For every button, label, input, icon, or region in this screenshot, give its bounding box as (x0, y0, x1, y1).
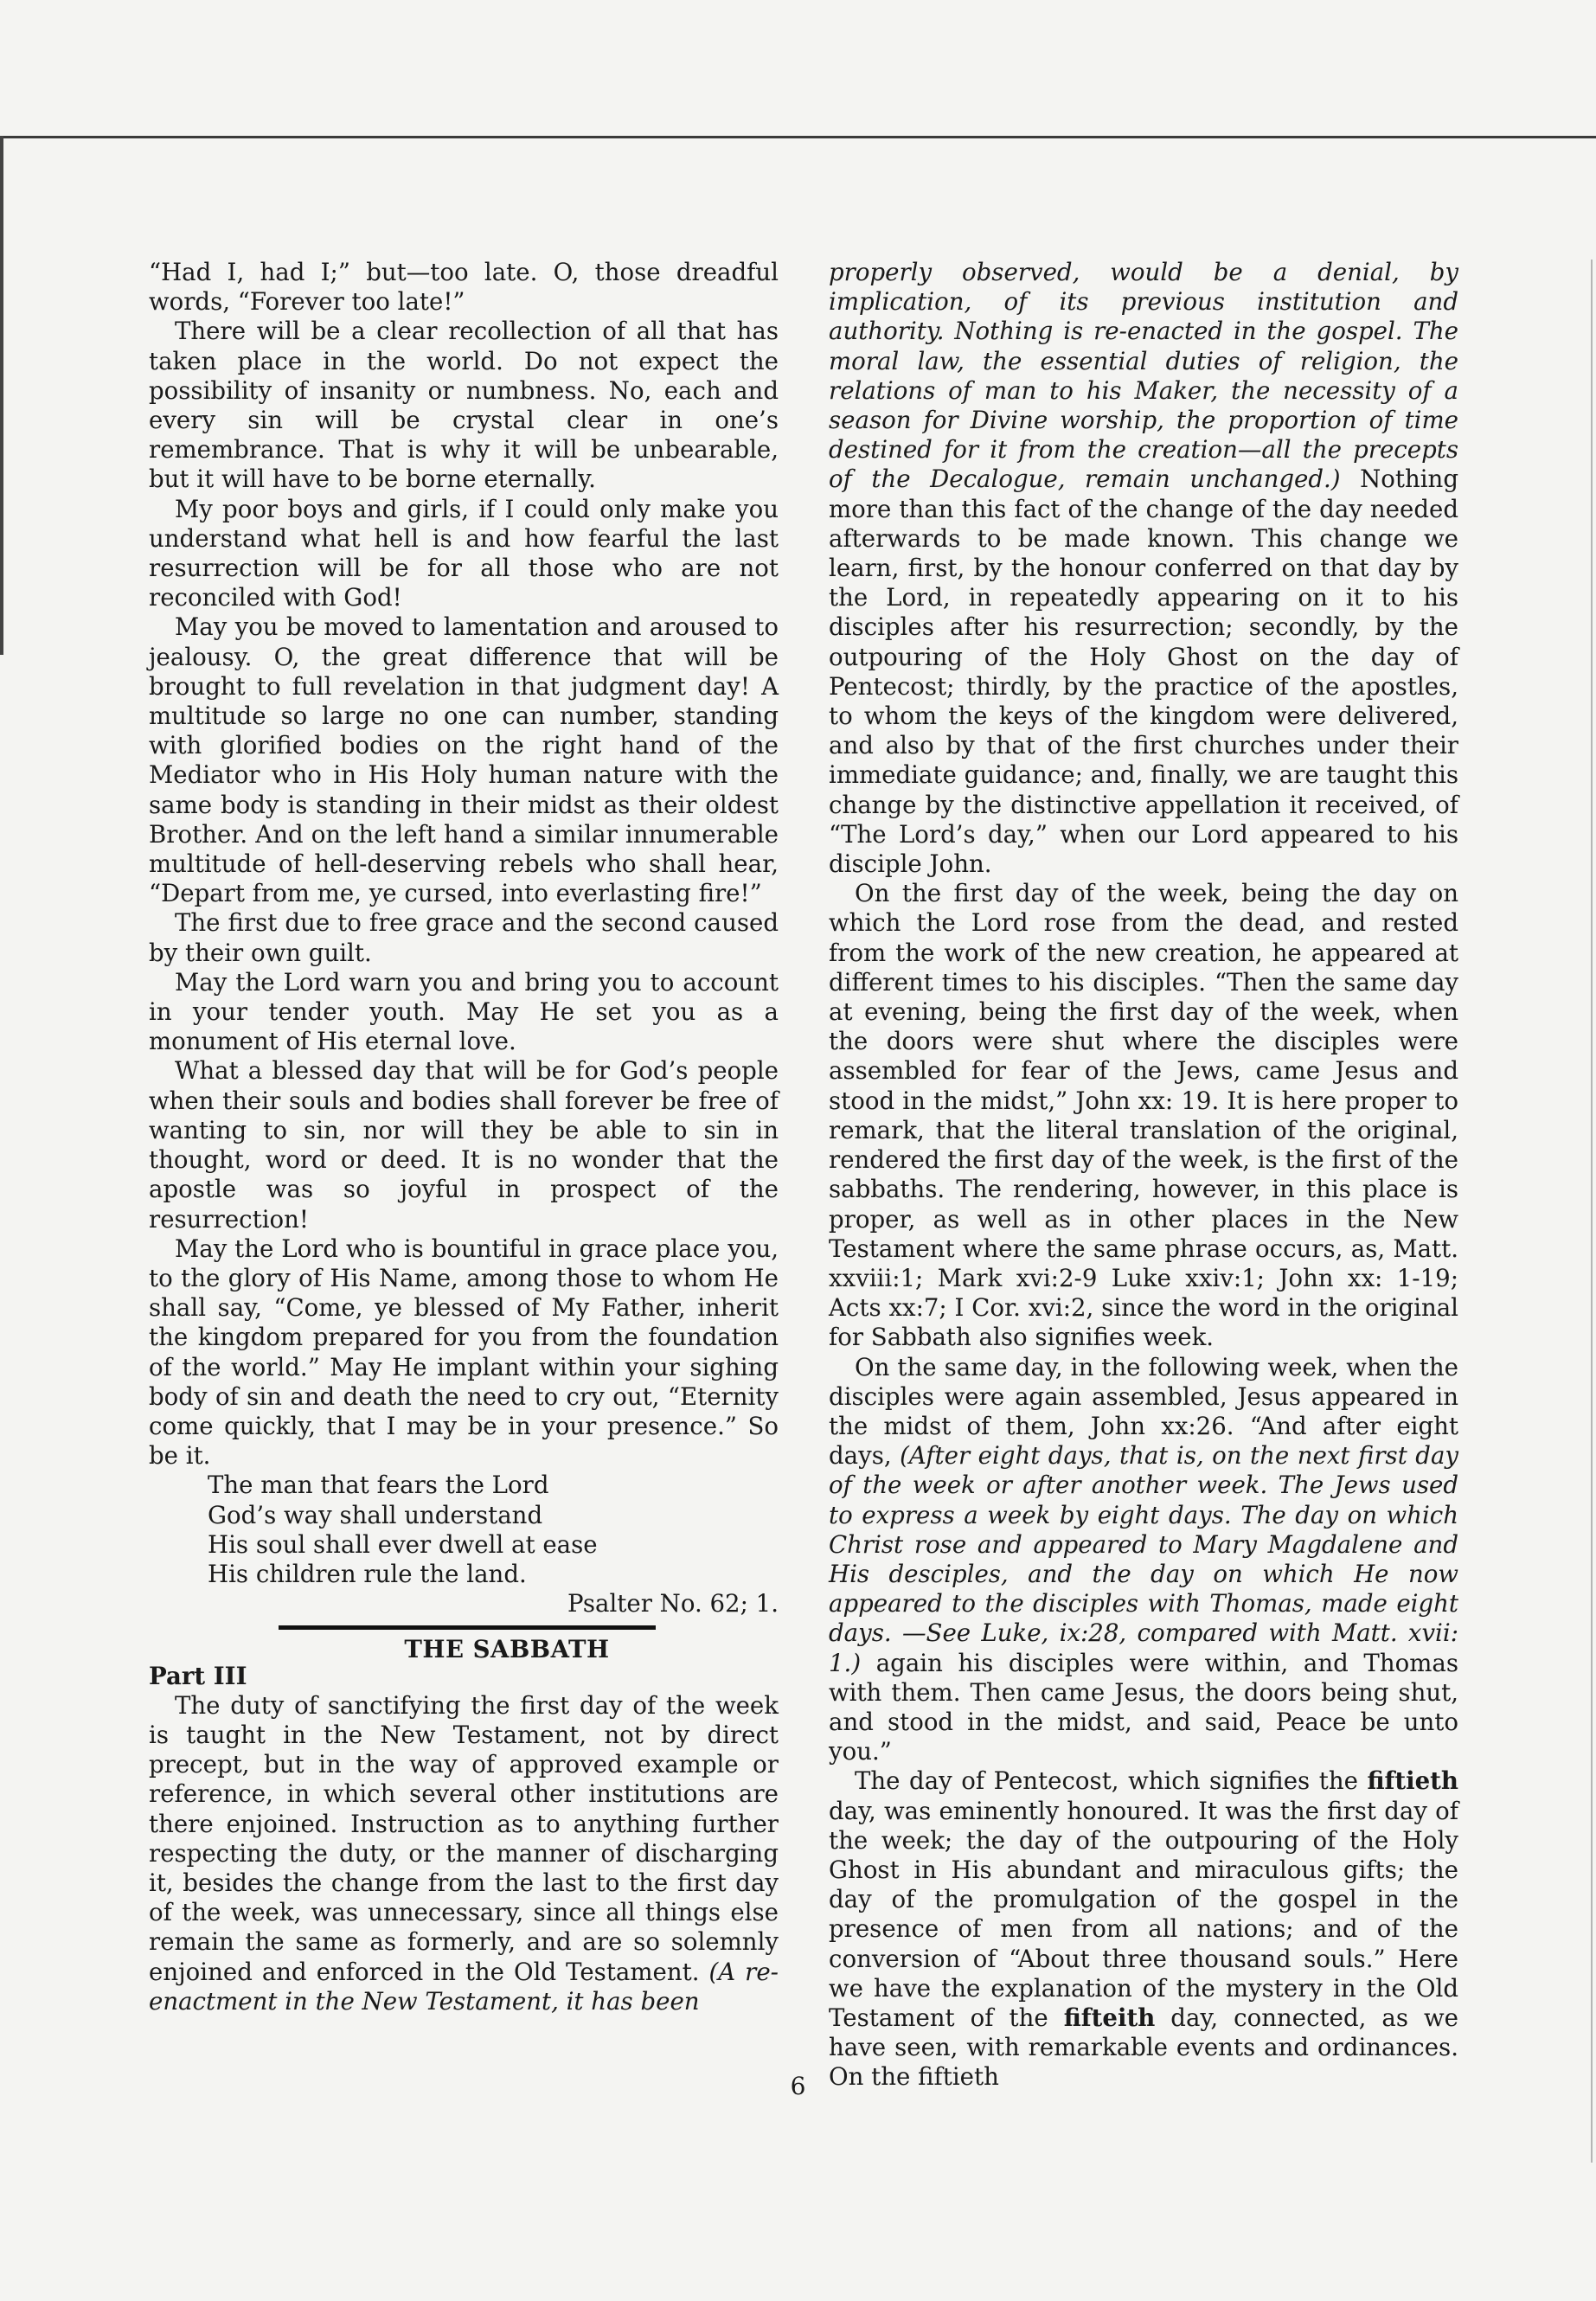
verse-line: God’s way shall understand (208, 1500, 543, 1529)
right-column (829, 258, 1458, 2093)
verse-citation: Psalter No. 62; 1. (567, 1589, 779, 1618)
paragraph-text: On the same day, in the following week, when the disciples were again assembled, Jesus appeared in the midst of them, John xx:26. “And after eight days, (829, 1352, 1458, 1471)
paragraph: The first due to free grace and the second caused by their own guilt. (149, 908, 779, 967)
paragraph-italic: properly observed, would be a denial, by implication, of its previous institution and authority. Nothing is re-enacted in the gospel. The moral law, the essential duties of religion, the relations of man to his Maker, the necessity of a season for Divine worship, the proportion of time destined for it from the creation—all the precepts of the Decalogue, remain unchanged.) (829, 258, 1458, 494)
verse-line: His children rule the land. (208, 1559, 527, 1588)
paragraph: On the first day of the week, being the day on which the Lord rose from the dead, and rested from the work of the new creation, he appeared at different times to his disciples. “Then the same day at evening, being the first day of the week, when the doors were shut where the disciples were assembled for fear of the Jews, came Jesus and stood in the midst,” John xx: 19. It is here proper to remark, that the literal translation of the original, rendered the first day of the week, is the first of the sabbaths. The rendering, however, in this place is proper, as well as in other places in the New Testament where the same phrase occurs, as, Matt. xxviii:1; Mark xvi:2-9 Luke xxiv:1; John xx: 1-19; Acts xx:7; I Cor. xvi:2, since the word in the original for Sabbath also signifies week. (829, 879, 1458, 1352)
paragraph-text: The day of Pentecost, which signifies the (855, 1766, 1368, 1796)
paragraph (829, 1353, 1458, 1767)
paragraph (149, 1691, 779, 2016)
right-scan-edge (1591, 260, 1593, 2163)
bold-word: fiftieth (1367, 1766, 1458, 1796)
section-divider (279, 1625, 656, 1630)
paragraph: May the Lord who is bountiful in grace place you, to the glory of His Name, among those to whom He shall say, “Come, ye blessed of My Father, inherit the kingdom prepared for you from the foundation of the world.” May He implant within your sighing body of sin and death the need to cry out, “Eternity come quickly, that I may be in your presence.” So be it. (149, 1234, 779, 1471)
paragraph (829, 1766, 1458, 2092)
section-title: THE SABBATH (404, 1635, 610, 1664)
psalter-verse (208, 1471, 779, 1589)
verse-line: The man that fears the Lord (208, 1471, 549, 1500)
bold-word: fifteith (1063, 2003, 1156, 2032)
top-scan-rule (0, 136, 1596, 138)
paragraph-text: The duty of sanctifying the first day of the week is taught in the New Testament, not by direct precept, but in the way of approved example or reference, in which several other institutions are there enjoined. Instruction as to anything further respecting the duty, or the manner of discharging it, besides the change from the last to the first day of the week, was unnecessary, since all things else remain the same as formerly, and are so solemnly enjoined and enforced in the Old Testament. (149, 1690, 779, 1986)
paragraph-text: day, was eminently honoured. It was the first day of the week; the day of the outpouring of the Holy Ghost in His abundant and miraculous gifts; the day of the promulgation of the gospel in the presence of men from all nations; and of the conversion of “About three thousand souls.” Here we have the explanation of the mystery in the Old Testament of the (829, 1796, 1458, 2032)
paragraph: May the Lord warn you and bring you to account in your tender youth. May He set you as a monument of His eternal love. (149, 967, 779, 1056)
paragraph-italic: (After eight days, that is, on the next first day of the week or after another week. The Jews used to express a week by eight days. The day on which Christ rose and appeared to Mary Magdalene and His desciples, and the day on which He now appeared to the disciples with Thomas, made eight days. —See Luke, ix:28, compared with Matt. xvii: 1.) (829, 1441, 1458, 1677)
paragraph: My poor boys and girls, if I could only make you understand what hell is and how fearful the last resurrection will be for all those who are not reconciled with God! (149, 494, 779, 612)
paragraph-text: again his disciples were within, and Thomas with them. Then came Jesus, the doors being shut, and stood in the midst, and said, Peace be unto you.” (829, 1648, 1458, 1766)
paragraph: May you be moved to lamentation and aroused to jealousy. O, the great difference that will be brought to full revelation in that judgment day! A multitude so large no one can number, standing with glorified bodies on the right hand of the Mediator who in His Holy human nature with the same body is standing in their midst as their oldest Brother. And on the left hand a similar innumerable multitude of hell-deserving rebels who shall hear, “Depart from me, ye cursed, into everlasting fire!” (149, 612, 779, 908)
paragraph-text: day, connected, as we have seen, with remarkable events and ordinances. On the fiftieth (829, 2003, 1459, 2092)
paragraph: “Had I, had I;” but—too late. O, those dreadful words, “Forever too late!” (149, 258, 779, 317)
paragraph-italic: (A re-enactment in the New Testament, it has been (149, 1957, 779, 2016)
verse-line: His soul shall ever dwell at ease (208, 1529, 598, 1559)
paragraph-text: Nothing more than this fact of the change of the day needed afterwards to be made known. This change we learn, first, by the honour conferred on that day by the Lord, in repeatedly appearing on it to his disciples after his resurrection; secondly, by the outpouring of the Holy Ghost on the day of Pentecost; thirdly, by the practice of the apostles, to whom the keys of the kingdom were delivered, and also by that of the first churches under their immediate guidance; and, finally, we are taught this change by the distinctive appellation it received, of “The Lord’s day,” when our Lord appeared to his disciple John. (829, 465, 1458, 879)
paragraph (829, 258, 1458, 879)
paragraph: There will be a clear recollection of all that has taken place in the world. Do not expect the possibility of insanity or numbness. No, each and every sin will be crystal clear in one’s remembrance. That is why it will be unbearable, but it will have to be borne eternally. (149, 317, 779, 494)
paragraph: What a blessed day that will be for God’s people when their souls and bodies shall forever be free of wanting to sin, nor will they be able to sin in thought, word or deed. It is no wonder that the apostle was so joyful in prospect of the resurrection! (149, 1056, 779, 1234)
left-scan-edge (0, 136, 3, 655)
left-column (149, 258, 779, 2016)
page-number: 6 (790, 2072, 806, 2100)
part-label: Part III (149, 1661, 247, 1690)
